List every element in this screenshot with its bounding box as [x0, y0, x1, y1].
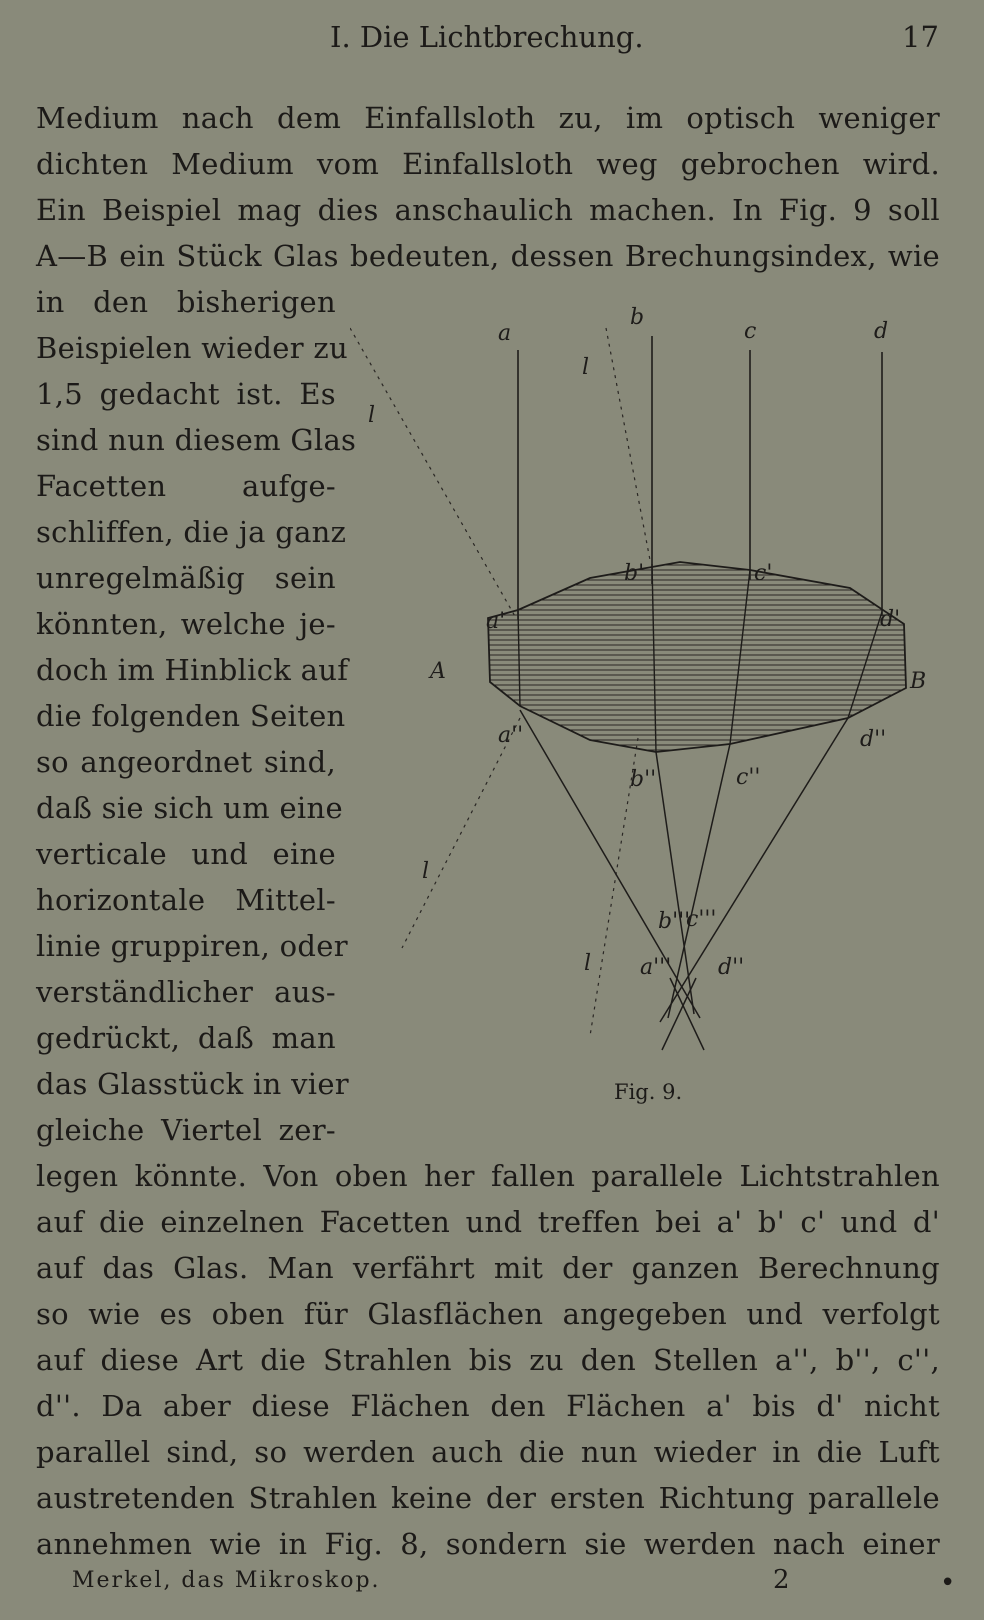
label-B: B — [910, 669, 927, 694]
text-line: dichten Medium vom Einfallsloth weg gebrochen wird. — [36, 147, 940, 181]
text-line: linie gruppiren, oder — [36, 929, 348, 963]
text-line: legen könnte. Von oben her fallen parallele Lichtstrahlen — [36, 1159, 940, 1193]
text-line: daß sie sich um eine — [36, 791, 343, 825]
label-l: l — [368, 403, 376, 428]
text-line: sind nun diesem Glas — [36, 423, 357, 457]
crossing-ray — [662, 978, 696, 1050]
normal-l-left-top — [350, 328, 516, 618]
label-l: l — [582, 355, 590, 380]
label-c-prime: c' — [754, 561, 773, 586]
text-line: Medium nach dem Einfallsloth zu, im optisch weniger — [36, 101, 940, 135]
text-line: doch im Hinblick auf — [36, 653, 349, 687]
label-a-prime: a' — [486, 609, 506, 634]
chapter-title: I. Die Lichtbrechung. — [330, 20, 644, 54]
refraction-diagram — [350, 298, 950, 1128]
text-line: d''. Da aber diese Flächen den Flächen a' bis d' nicht — [36, 1389, 940, 1423]
text-line: gedrückt, daß man — [36, 1021, 336, 1055]
text-line: Beispielen wieder zu — [36, 331, 348, 365]
label-c-double: c'' — [736, 765, 761, 790]
label-d: d — [874, 319, 889, 344]
crossing-ray — [670, 978, 704, 1050]
label-d-double: d'' — [860, 727, 887, 752]
label-b: b — [630, 305, 645, 330]
text-line: horizontale Mittel- — [36, 883, 336, 917]
signature-mark: 2 — [773, 1565, 790, 1595]
text-line: Facetten aufge- — [36, 469, 336, 503]
glass-piece — [488, 562, 906, 752]
text-line: verständlicher aus- — [36, 975, 336, 1009]
text-line: auf die einzelnen Facetten und treffen bei a' b' c' und d' — [36, 1205, 940, 1239]
normal-l-center-top — [606, 328, 650, 560]
label-b-double: b'' — [630, 767, 657, 792]
text-line: Ein Beispiel mag dies anschaulich machen. In Fig. 9 soll — [36, 193, 940, 227]
label-a: a — [498, 321, 512, 346]
label-a-double: a'' — [498, 723, 524, 748]
exit-ray-d — [660, 718, 848, 1022]
text-line: so angeordnet sind, — [36, 745, 336, 779]
stray-dot: • — [940, 1568, 956, 1598]
text-line: in den bisherigen — [36, 285, 336, 319]
label-b-prime: b' — [624, 561, 645, 586]
label-c: c — [744, 319, 757, 344]
text-line: annehmen wie in Fig. 8, sondern sie werden nach einer — [36, 1527, 940, 1561]
text-line: auf diese Art die Strahlen bis zu den Stellen a'', b'', c'', — [36, 1343, 940, 1377]
label-c-triple: c''' — [686, 907, 717, 932]
running-header — [0, 20, 984, 64]
text-line: die folgenden Seiten — [36, 699, 346, 733]
text-line: auf das Glas. Man verfährt mit der ganzen Berechnung — [36, 1251, 940, 1285]
text-line: gleiche Viertel zer- — [36, 1113, 336, 1147]
text-line: parallel sind, so werden auch die nun wieder in die Luft — [36, 1435, 940, 1469]
text-line: verticale und eine — [36, 837, 336, 871]
footer-author: Merkel, das Mikroskop. — [72, 1568, 381, 1593]
text-line: A—B ein Stück Glas bedeuten, dessen Brechungsindex, wie — [36, 239, 940, 273]
page-number: 17 — [902, 20, 939, 54]
label-A: A — [430, 659, 446, 684]
label-d-prime: d' — [880, 607, 901, 632]
text-line: 1,5 gedacht ist. Es — [36, 377, 336, 411]
label-l: l — [422, 859, 430, 884]
label-a-triple: a''' — [640, 955, 672, 980]
figure-9-diagram — [350, 298, 950, 1128]
figure-caption: Fig. 9. — [614, 1080, 683, 1104]
text-line: schliffen, die ja ganz — [36, 515, 347, 549]
text-line: könnten, welche je- — [36, 607, 336, 641]
text-line: das Glasstück in vier — [36, 1067, 349, 1101]
label-l: l — [584, 951, 592, 976]
label-d-triple: d'' — [718, 955, 745, 980]
text-line: unregelmäßig sein — [36, 561, 336, 595]
text-line: so wie es oben für Glasflächen angegeben und verfolgt — [36, 1297, 940, 1331]
normal-l-left-bottom — [402, 718, 520, 948]
label-b-triple: b''' — [658, 909, 691, 934]
text-line: austretenden Strahlen keine der ersten Richtung parallele — [36, 1481, 940, 1515]
